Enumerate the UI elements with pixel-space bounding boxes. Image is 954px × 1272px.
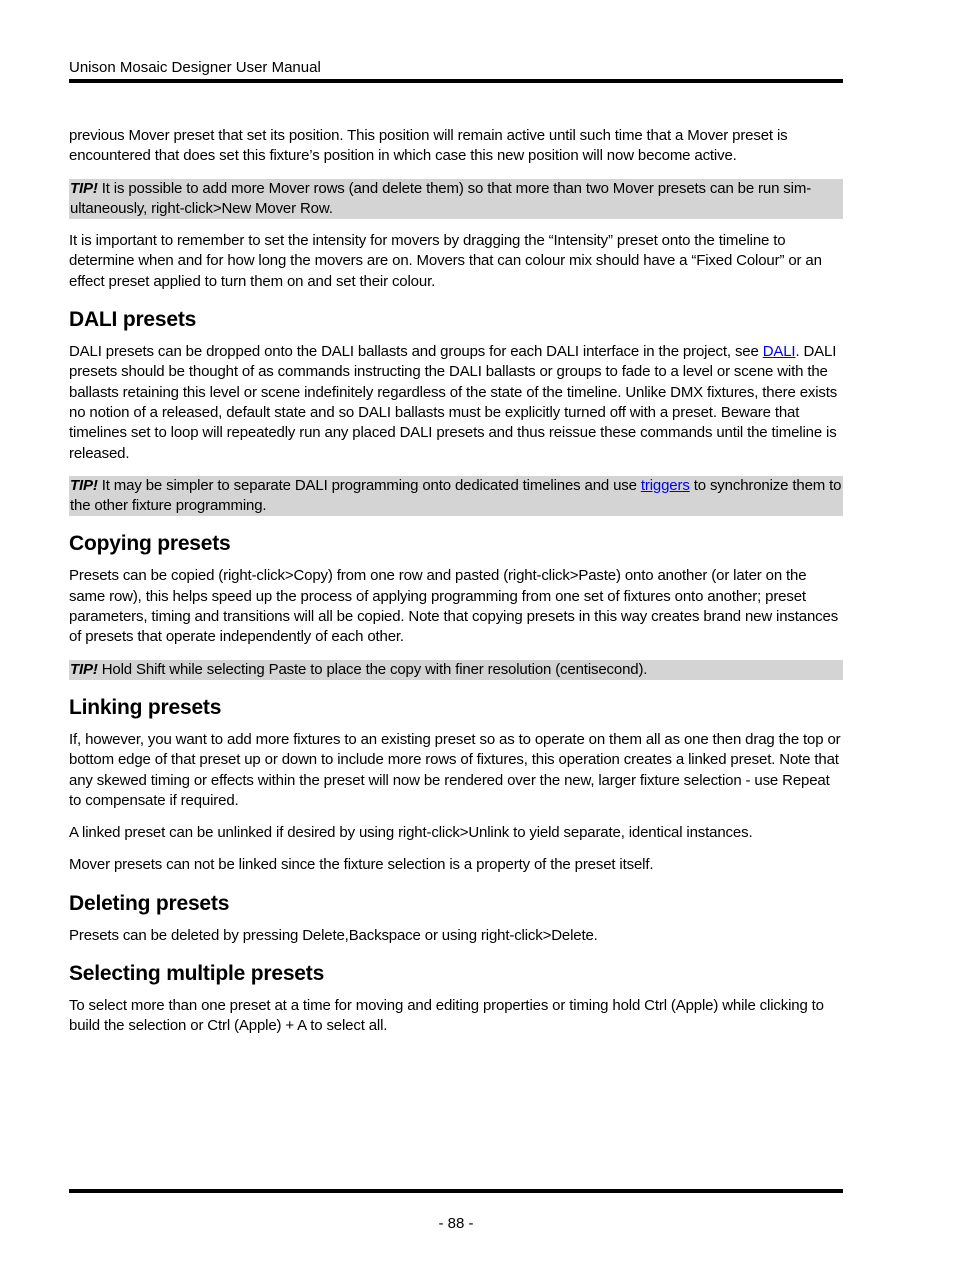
tip-label: TIP!: [70, 179, 98, 197]
body-paragraph: If, however, you want to add more fixtures to an existing preset so as to operate on them all as one then drag the top or bottom edge of that preset up or down to include more rows of fixtures, this operation creates a linked preset. Note that any skewed timing or effects within the preset will now be rendered over the new, larger fixture selection - use Repeat to compensate if required.: [69, 730, 841, 809]
body-paragraph: previous Mover preset that set its position. This position will remain active until such time that a Mover preset is encountered that does set this fixture’s position in which case this new position will now become active.: [69, 127, 788, 165]
tip-label: TIP!: [70, 660, 98, 678]
section-heading-copying: Copying presets: [69, 532, 231, 556]
text-run: It may be simpler to separate DALI programming onto dedicated timelines and use: [97, 476, 641, 494]
body-paragraph: [69, 342, 843, 464]
running-header: Unison Mosaic Designer User Manual: [69, 59, 321, 76]
body-paragraph: It is important to remember to set the intensity for movers by dragging the “Intensity” preset onto the timeline to determine when and for how long the movers are on. Movers that can colour mix should have a “Fixed Colour” or an effect preset applied to turn them on and set their colour.: [69, 232, 822, 290]
body-paragraph: Presets can be copied (right-click>Copy) from one row and pasted (right-click>Paste) onto another (or later on the same row), this helps speed up the process of applying programming from one set of fixtures onto another; preset parameters, timing and transitions will all be copied. Note that copying presets in this way creates brand new instances of presets that operate independently of each other.: [69, 567, 839, 646]
footer-rule: [69, 1189, 843, 1193]
text-run: . DALI presets should be thought of as commands instructing the DALI ballasts or groups to fade to a level or scene with the ballasts retaining this level or scene indefinitely regardless of the state of the timeline. Unlike DMX fixtures, there exists no notion of a released, default state and so DALI ballasts must be explicitly turned off with a preset. Beware that timelines set to loop will repeatedly run any placed DALI presets and thus reissue these commands until the timeline is released.: [69, 343, 838, 462]
tip-text: It is possible to add more Mover rows (and delete them) so that more than two Mover presets can be run simultaneously, right-click>New Mover Row.: [70, 179, 812, 217]
section-heading-deleting: Deleting presets: [69, 891, 230, 915]
section-heading-selecting: Selecting multiple presets: [69, 962, 325, 986]
body-paragraph: Mover presets can not be linked since the fixture selection is a property of the preset itself.: [69, 856, 654, 874]
page-content: [69, 126, 843, 1049]
tip-box: [69, 179, 843, 220]
body-paragraph: Presets can be deleted by pressing Delete,Backspace or using right-click>Delete.: [69, 926, 598, 944]
tip-text: Hold Shift while selecting Paste to place the copy with finer resolution (centisecond).: [97, 660, 648, 678]
header-rule: [69, 79, 843, 83]
tip-label: TIP!: [70, 476, 98, 494]
body-paragraph: To select more than one preset at a time for moving and editing properties or timing hold Ctrl (Apple) while clicking to build the selection or Ctrl (Apple) + A to select all.: [69, 997, 824, 1035]
dali-link[interactable]: DALI: [762, 343, 796, 361]
section-heading-dali: DALI presets: [69, 308, 197, 332]
section-heading-linking: Linking presets: [69, 695, 222, 719]
tip-box: [69, 660, 843, 680]
text-run: DALI presets can be dropped onto the DALI ballasts and groups for each DALI interface in the project, see: [69, 343, 763, 361]
tip-box: [69, 476, 843, 517]
text-run: to synchronize them to the other fixture programming.: [70, 476, 842, 515]
page-number: - 88 -: [438, 1215, 474, 1232]
triggers-link[interactable]: triggers: [640, 476, 690, 494]
body-paragraph: A linked preset can be unlinked if desired by using right-click>Unlink to yield separate, identical instances.: [69, 824, 753, 842]
